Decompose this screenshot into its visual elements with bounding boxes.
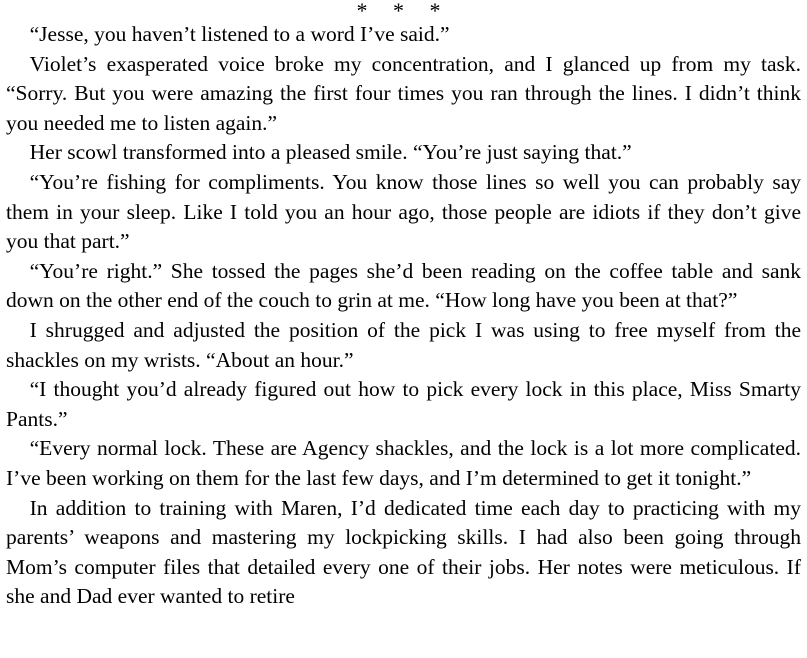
paragraph: “Every normal lock. These are Agency shackles, and the lock is a lot more complicated. I’ve been working on them for the last few days, and I’m determined to get it tonight.” bbox=[6, 436, 801, 490]
paragraph: I shrugged and adjusted the position of the pick I was using to free myself from the shackles on my wrists. “About an hour.” bbox=[6, 317, 801, 372]
scene-break-ornament: * * * bbox=[356, 0, 451, 14]
paragraph: “You’re right.” She tossed the pages she’d been reading on the coffee table and sank down on the other end of the couch to grin at me. “How long have you been at that?” bbox=[6, 258, 801, 313]
paragraph: “I thought you’d already figured out how to pick every lock in this place, Miss Smarty Pants.” bbox=[6, 377, 801, 431]
paragraph: “You’re fishing for compliments. You know those lines so well you can probably say them in your sleep. Like I told you an hour ago, those people are idiots if they don’t give you that part.” bbox=[6, 169, 801, 254]
paragraph: “Jesse, you haven’t listened to a word I’ve said.” bbox=[29, 22, 450, 46]
paragraph: In addition to training with Maren, I’d dedicated time each day to practicing with my parents’ weapons and mastering my lockpicking skills. I had also been going through Mom’s computer files that detailed every one of their jobs. Her notes were meticulous. If she and Dad ever wanted to retire bbox=[6, 495, 801, 609]
body-text bbox=[6, 20, 801, 612]
paragraph: Violet’s exasperated voice broke my concentration, and I glanced up from my task. “Sorry. But you were amazing the first four times you ran through the lines. I didn’t think you needed me to listen again.” bbox=[6, 51, 801, 135]
paragraph: Her scowl transformed into a pleased smile. “You’re just saying that.” bbox=[29, 140, 632, 165]
